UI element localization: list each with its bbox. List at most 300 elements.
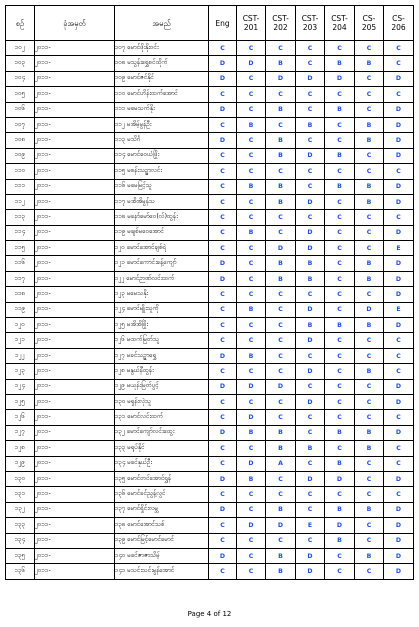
grade-cell: C xyxy=(209,148,237,163)
grade-cell: D xyxy=(209,379,237,394)
table-row xyxy=(6,302,414,317)
grade-cell: B xyxy=(355,117,384,132)
grade-cell: C xyxy=(237,148,266,163)
table-row xyxy=(6,117,414,132)
grade-cell: C xyxy=(209,318,237,333)
grade-cell: C xyxy=(384,456,414,471)
grade-cell: B xyxy=(266,133,296,148)
grade-cell: D xyxy=(266,71,296,86)
table-row xyxy=(6,564,414,579)
table-row xyxy=(6,410,414,425)
student-name: ၁၂၇ မခင်သဥ္ဇာရွှေ xyxy=(115,348,209,363)
grade-cell: C xyxy=(325,487,355,502)
student-name: ၁၃၈ မောင်အောင်သစ် xyxy=(115,518,209,533)
grade-cell: D xyxy=(296,225,325,240)
table-row xyxy=(6,102,414,117)
grade-cell: C xyxy=(209,302,237,317)
grade-cell: C xyxy=(325,394,355,409)
header-eng: Eng xyxy=(209,6,237,41)
grade-cell: D xyxy=(237,518,266,533)
student-name: ၁၃၄ မခင်နုယ်ဦး xyxy=(115,456,209,471)
grade-cell: B xyxy=(266,564,296,579)
grade-cell: C xyxy=(355,164,384,179)
roll-number: ၂၀၁၁- xyxy=(35,210,115,225)
grade-cell: D xyxy=(209,548,237,563)
grade-cell: C xyxy=(237,533,266,548)
serial-number: ၁၁၄ xyxy=(6,225,35,240)
roll-number: ၂၀၁၁- xyxy=(35,456,115,471)
student-name: ၁၂၀ မောင်အောင်ချစ်ရဲ xyxy=(115,241,209,256)
grade-cell: C xyxy=(296,56,325,71)
grade-cell: C xyxy=(384,41,414,56)
student-name: ၁၂၉ မယုန်းမြတ်ပွင့် xyxy=(115,379,209,394)
header-cs-206: CS- 206 xyxy=(384,6,414,41)
grade-cell: C xyxy=(296,41,325,56)
serial-number: ၁၀၅ xyxy=(6,87,35,102)
roll-number: ၂၀၁၁- xyxy=(35,256,115,271)
table-header xyxy=(6,6,414,41)
roll-number: ၂၀၁၁- xyxy=(35,318,115,333)
header-serial-no: စဥ် xyxy=(6,6,35,41)
grade-cell: B xyxy=(355,318,384,333)
grade-cell: D xyxy=(237,56,266,71)
table-row xyxy=(6,56,414,71)
grade-cell: C xyxy=(209,41,237,56)
grade-cell: C xyxy=(296,87,325,102)
grade-cell: C xyxy=(237,87,266,102)
grade-cell: D xyxy=(384,394,414,409)
grade-cell: B xyxy=(355,364,384,379)
grade-cell: D xyxy=(209,271,237,286)
grade-cell: C xyxy=(355,71,384,86)
serial-number: ၁၀၆ xyxy=(6,102,35,117)
grade-cell: B xyxy=(355,56,384,71)
grade-cell: C xyxy=(325,302,355,317)
table-row xyxy=(6,394,414,409)
student-name: ၁၁၃ မသိင်္ဂ xyxy=(115,133,209,148)
grade-cell: D xyxy=(296,302,325,317)
header-cst-203: CST- 203 xyxy=(296,6,325,41)
grade-cell: C xyxy=(237,102,266,117)
grade-cell: C xyxy=(209,441,237,456)
table-row xyxy=(6,487,414,502)
grade-cell: C xyxy=(237,502,266,517)
grade-cell: D xyxy=(384,148,414,163)
grade-cell: C xyxy=(209,287,237,302)
grade-cell: C xyxy=(296,179,325,194)
grade-cell: D xyxy=(209,102,237,117)
grade-cell: D xyxy=(384,502,414,517)
header-cst-202: CST- 202 xyxy=(266,6,296,41)
roll-number: ၂၀၁၁- xyxy=(35,548,115,563)
grade-cell: C xyxy=(209,87,237,102)
grade-cell: B xyxy=(237,302,266,317)
grade-cell: C xyxy=(325,271,355,286)
grade-cell: C xyxy=(384,333,414,348)
grade-cell: C xyxy=(355,41,384,56)
table-row xyxy=(6,548,414,563)
exam-results-table xyxy=(5,5,414,580)
grade-cell: B xyxy=(237,425,266,440)
grade-cell: C xyxy=(355,348,384,363)
table-row xyxy=(6,164,414,179)
grade-cell: C xyxy=(237,241,266,256)
student-name: ၁၂၄ မောင်မျိုးသူကို xyxy=(115,302,209,317)
grade-cell: B xyxy=(266,148,296,163)
grade-cell: D xyxy=(296,364,325,379)
grade-cell: D xyxy=(384,179,414,194)
table-row xyxy=(6,87,414,102)
header-cst-201: CST- 201 xyxy=(237,6,266,41)
grade-cell: B xyxy=(296,441,325,456)
table-row xyxy=(6,256,414,271)
student-name: ၁၃၅ မောင်တင်အောင်ရွှန် xyxy=(115,471,209,486)
grade-cell: B xyxy=(266,441,296,456)
grade-cell: D xyxy=(209,502,237,517)
serial-number: ၁၁၉ xyxy=(6,302,35,317)
student-name: ၁၀၉ မောင်ဇင်နိုင် xyxy=(115,71,209,86)
roll-number: ၂၀၁၁- xyxy=(35,271,115,286)
grade-cell: C xyxy=(237,194,266,209)
serial-number: ၁၂၃ xyxy=(6,364,35,379)
grade-cell: C xyxy=(296,410,325,425)
roll-number: ၂၀၁၁- xyxy=(35,502,115,517)
grade-cell: D xyxy=(209,71,237,86)
header-row xyxy=(6,6,414,41)
roll-number: ၂၀၁၁- xyxy=(35,164,115,179)
table-row xyxy=(6,425,414,440)
grade-cell: C xyxy=(325,133,355,148)
student-name: ၁၃၃ မရုပ်နိုင် xyxy=(115,441,209,456)
serial-number: ၁၃၂ xyxy=(6,502,35,517)
serial-number: ၁၀၉ xyxy=(6,148,35,163)
student-name: ၁၃၀ မရှန်းလှဲသူ xyxy=(115,394,209,409)
grade-cell: C xyxy=(325,194,355,209)
grade-cell: C xyxy=(209,117,237,132)
serial-number: ၁၂၂ xyxy=(6,348,35,363)
serial-number: ၁၁၀ xyxy=(6,164,35,179)
grade-cell: D xyxy=(296,241,325,256)
grade-cell: C xyxy=(296,502,325,517)
roll-number: ၂၀၁၁- xyxy=(35,394,115,409)
serial-number: ၁၀၈ xyxy=(6,133,35,148)
grade-cell: C xyxy=(237,133,266,148)
grade-cell: C xyxy=(355,564,384,579)
grade-cell: C xyxy=(237,564,266,579)
table-row xyxy=(6,333,414,348)
student-name: ၁၁၈ မနော်မော်ဝေ(လ်)ထွန်း xyxy=(115,210,209,225)
grade-cell: C xyxy=(325,548,355,563)
serial-number: ၁၁၇ xyxy=(6,271,35,286)
grade-cell: C xyxy=(355,487,384,502)
serial-number: ၁၀၃ xyxy=(6,56,35,71)
grade-cell: C xyxy=(325,210,355,225)
grade-cell: D xyxy=(296,71,325,86)
grade-cell: D xyxy=(384,564,414,579)
grade-cell: D xyxy=(209,56,237,71)
grade-cell: D xyxy=(209,256,237,271)
grade-cell: C xyxy=(355,287,384,302)
grade-cell: B xyxy=(325,456,355,471)
grade-cell: C xyxy=(266,333,296,348)
grade-cell: B xyxy=(325,425,355,440)
grade-cell: C xyxy=(325,241,355,256)
grade-cell: C xyxy=(266,364,296,379)
grade-cell: B xyxy=(266,502,296,517)
grade-cell: D xyxy=(296,564,325,579)
serial-number: ၁၃၀ xyxy=(6,471,35,486)
grade-cell: C xyxy=(325,364,355,379)
grade-cell: C xyxy=(209,164,237,179)
grade-cell: C xyxy=(355,225,384,240)
grade-cell: C xyxy=(384,410,414,425)
grade-cell: E xyxy=(384,241,414,256)
grade-cell: D xyxy=(296,471,325,486)
table-row xyxy=(6,133,414,148)
student-name: ၁၁၁ မမေသက်နိုး xyxy=(115,102,209,117)
grade-cell: B xyxy=(355,271,384,286)
grade-cell: B xyxy=(266,271,296,286)
grade-cell: B xyxy=(266,256,296,271)
student-name: ၁၄၀ မခင်ဇာဇာသိမ့် xyxy=(115,548,209,563)
table-row xyxy=(6,456,414,471)
roll-number: ၂၀၁၁- xyxy=(35,302,115,317)
grade-cell: C xyxy=(266,302,296,317)
grade-cell: C xyxy=(355,456,384,471)
grade-cell: D xyxy=(384,133,414,148)
grade-cell: C xyxy=(209,487,237,502)
grade-cell: C xyxy=(384,56,414,71)
serial-number: ၁၁၈ xyxy=(6,287,35,302)
header-cs-205: CS- 205 xyxy=(355,6,384,41)
grade-cell: C xyxy=(266,41,296,56)
grade-cell: C xyxy=(325,41,355,56)
grade-cell: D xyxy=(384,225,414,240)
grade-cell: D xyxy=(384,117,414,132)
grade-cell: D xyxy=(209,133,237,148)
grade-cell: C xyxy=(384,441,414,456)
roll-number: ၂၀၁၁- xyxy=(35,56,115,71)
grade-cell: B xyxy=(325,102,355,117)
grade-cell: B xyxy=(325,148,355,163)
table-body xyxy=(6,41,414,580)
grade-cell: C xyxy=(237,287,266,302)
roll-number: ၂၀၁၁- xyxy=(35,533,115,548)
grade-cell: B xyxy=(266,179,296,194)
grade-cell: C xyxy=(384,487,414,502)
grade-cell: D xyxy=(384,548,414,563)
grade-cell: C xyxy=(209,364,237,379)
roll-number: ၂၀၁၁- xyxy=(35,333,115,348)
grade-cell: D xyxy=(296,194,325,209)
grade-cell: C xyxy=(266,210,296,225)
roll-number: ၂၀၁၁- xyxy=(35,348,115,363)
grade-cell: C xyxy=(296,210,325,225)
table-row xyxy=(6,225,414,240)
grade-cell: C xyxy=(384,87,414,102)
grade-cell: B xyxy=(266,56,296,71)
grade-cell: C xyxy=(209,456,237,471)
grade-cell: C xyxy=(325,564,355,579)
student-name: ၁၁၆ မမေမြင့်သူ xyxy=(115,179,209,194)
table-row xyxy=(6,348,414,363)
grade-cell: C xyxy=(325,410,355,425)
grade-cell: C xyxy=(296,287,325,302)
table-row xyxy=(6,271,414,286)
grade-cell: C xyxy=(209,394,237,409)
grade-cell: C xyxy=(325,287,355,302)
grade-cell: C xyxy=(325,441,355,456)
grade-cell: D xyxy=(384,471,414,486)
student-name: ၁၁၄ မောင်ဝေယံဖြိုး xyxy=(115,148,209,163)
grade-cell: C xyxy=(266,164,296,179)
grade-cell: C xyxy=(355,518,384,533)
grade-cell: C xyxy=(209,533,237,548)
roll-number: ၂၀၁၁- xyxy=(35,71,115,86)
grade-cell: C xyxy=(237,394,266,409)
grade-cell: C xyxy=(209,210,237,225)
grade-cell: D xyxy=(384,287,414,302)
grade-cell: C xyxy=(237,364,266,379)
grade-cell: C xyxy=(296,425,325,440)
grade-cell: C xyxy=(325,225,355,240)
student-name: ၁၂၃ မမေသနိုး xyxy=(115,287,209,302)
grade-cell: C xyxy=(237,210,266,225)
student-name: ၁၂၈ မနွယ်နီထွန်း xyxy=(115,364,209,379)
grade-cell: C xyxy=(266,394,296,409)
grade-cell: D xyxy=(237,410,266,425)
grade-cell: B xyxy=(296,256,325,271)
grade-cell: C xyxy=(384,210,414,225)
grade-cell: B xyxy=(355,502,384,517)
grade-cell: B xyxy=(237,471,266,486)
grade-cell: B xyxy=(266,102,296,117)
student-name: ၁၁၀ မောင်ဟိန်းထက်အောင် xyxy=(115,87,209,102)
student-name: ၁၂၆ မထက်မြတ်သူ xyxy=(115,333,209,348)
student-name: ၁၀၈ မသွန်းရွှေစင်ထိုက် xyxy=(115,56,209,71)
table-row xyxy=(6,471,414,486)
grade-cell: C xyxy=(355,533,384,548)
grade-cell: D xyxy=(209,348,237,363)
grade-cell: B xyxy=(355,548,384,563)
grade-cell: B xyxy=(325,502,355,517)
grade-cell: B xyxy=(325,318,355,333)
grade-cell: C xyxy=(237,271,266,286)
grade-cell: D xyxy=(209,425,237,440)
grade-cell: C xyxy=(355,410,384,425)
roll-number: ၂၀၁၁- xyxy=(35,225,115,240)
grade-cell: D xyxy=(384,194,414,209)
grade-cell: C xyxy=(209,410,237,425)
grade-cell: C xyxy=(384,348,414,363)
student-name: ၁၃၇ မောင်ရှိုင်းလမ္ဘ xyxy=(115,502,209,517)
grade-cell: B xyxy=(237,348,266,363)
student-name: ၁၁၉ မချစ်မဝေအောင် xyxy=(115,225,209,240)
grade-cell: D xyxy=(237,456,266,471)
grade-cell: B xyxy=(355,425,384,440)
roll-number: ၂၀၁၁- xyxy=(35,87,115,102)
serial-number: ၁၃၆ xyxy=(6,564,35,579)
table-row xyxy=(6,71,414,86)
table-row xyxy=(6,441,414,456)
grade-cell: D xyxy=(384,518,414,533)
grade-cell: D xyxy=(384,318,414,333)
grade-cell: C xyxy=(296,456,325,471)
grade-cell: C xyxy=(209,518,237,533)
grade-cell: D xyxy=(296,394,325,409)
serial-number: ၁၃၄ xyxy=(6,533,35,548)
student-name: ၁၁၂ မအိမ့်မွန်ဦး xyxy=(115,117,209,132)
grade-cell: C xyxy=(266,487,296,502)
roll-number: ၂၀၁၁- xyxy=(35,102,115,117)
grade-cell: B xyxy=(355,179,384,194)
grade-cell: C xyxy=(266,471,296,486)
grade-cell: C xyxy=(355,102,384,117)
grade-cell: D xyxy=(384,271,414,286)
roll-number: ၂၀၁၁- xyxy=(35,410,115,425)
roll-number: ၂၀၁၁- xyxy=(35,179,115,194)
serial-number: ၁၂၇ xyxy=(6,425,35,440)
table-row xyxy=(6,148,414,163)
grade-cell: D xyxy=(325,518,355,533)
serial-number: ၁၂၅ xyxy=(6,394,35,409)
serial-number: ၁၂၀ xyxy=(6,318,35,333)
student-name: ၁၃၁ မောင်လင်းထက် xyxy=(115,410,209,425)
header-roll-no: ခုံအမှတ် xyxy=(35,6,115,41)
grade-cell: C xyxy=(384,364,414,379)
grade-cell: B xyxy=(266,425,296,440)
grade-cell: C xyxy=(237,318,266,333)
grade-cell: B xyxy=(355,441,384,456)
header-cst-204: CST- 204 xyxy=(325,6,355,41)
serial-number: ၁၀၂ xyxy=(6,41,35,56)
roll-number: ၂၀၁၁- xyxy=(35,379,115,394)
grade-cell: C xyxy=(296,164,325,179)
grade-cell: C xyxy=(266,87,296,102)
serial-number: ၁၂၄ xyxy=(6,379,35,394)
grade-cell: D xyxy=(266,241,296,256)
grade-cell: C xyxy=(325,348,355,363)
serial-number: ၁၃၃ xyxy=(6,518,35,533)
grade-cell: C xyxy=(384,164,414,179)
grade-cell: D xyxy=(384,379,414,394)
grade-cell: C xyxy=(296,133,325,148)
roll-number: ၂၀၁၁- xyxy=(35,471,115,486)
serial-number: ၁၂၆ xyxy=(6,410,35,425)
table-row xyxy=(6,179,414,194)
grade-cell: D xyxy=(384,425,414,440)
student-name: ၁၂၂ မောင်ဉာဏ်လင်းထက် xyxy=(115,271,209,286)
grade-cell: C xyxy=(325,164,355,179)
header-name: အမည် xyxy=(115,6,209,41)
table-row xyxy=(6,318,414,333)
grade-cell: A xyxy=(266,456,296,471)
grade-cell: D xyxy=(384,533,414,548)
grade-cell: C xyxy=(355,471,384,486)
serial-number: ၁၂၈ xyxy=(6,441,35,456)
roll-number: ၂၀၁၁- xyxy=(35,425,115,440)
grade-cell: C xyxy=(266,287,296,302)
grade-cell: C xyxy=(237,41,266,56)
student-name: ၁၃၆ မောင်ခင်ညွန့်လွင် xyxy=(115,487,209,502)
serial-number: ၁၁၁ xyxy=(6,179,35,194)
grade-cell: C xyxy=(355,87,384,102)
student-name: ၁၃၂ မောင်ကျော်လင်းထွေး xyxy=(115,425,209,440)
grade-cell: C xyxy=(296,379,325,394)
grade-cell: C xyxy=(325,117,355,132)
grade-cell: C xyxy=(355,394,384,409)
grade-cell: D xyxy=(384,71,414,86)
